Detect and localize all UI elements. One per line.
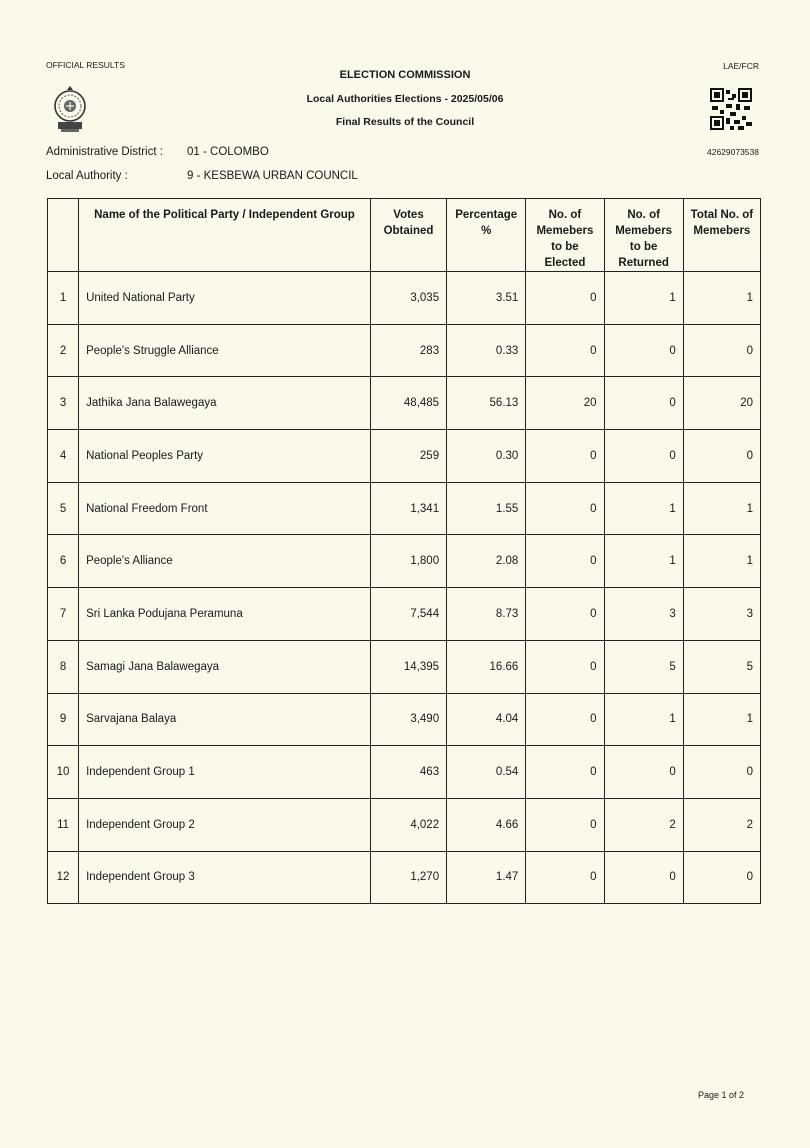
members-total: 1 [683, 482, 760, 535]
members-elected: 0 [526, 693, 604, 746]
percentage: 16.66 [447, 640, 526, 693]
votes-obtained: 3,035 [370, 272, 446, 325]
row-number: 9 [48, 693, 79, 746]
percentage: 4.04 [447, 693, 526, 746]
votes-obtained: 14,395 [370, 640, 446, 693]
votes-obtained: 7,544 [370, 588, 446, 641]
members-returned: 1 [604, 272, 683, 325]
members-total: 20 [683, 377, 760, 430]
column-header-elected: No. of Memebers to be Elected [526, 199, 604, 272]
percentage: 56.13 [447, 377, 526, 430]
percentage: 0.30 [447, 430, 526, 483]
results-table-body [48, 272, 761, 904]
official-results-label: OFFICIAL RESULTS [46, 60, 125, 70]
members-elected: 0 [526, 798, 604, 851]
percentage: 1.55 [447, 482, 526, 535]
members-returned: 0 [604, 851, 683, 904]
members-returned: 1 [604, 535, 683, 588]
document-number: 42629073538 [706, 147, 759, 157]
table-row [48, 851, 761, 904]
party-name: United National Party [79, 272, 371, 325]
party-name: People's Alliance [79, 535, 371, 588]
party-name: Jathika Jana Balawegaya [79, 377, 371, 430]
votes-obtained: 1,341 [370, 482, 446, 535]
votes-obtained: 4,022 [370, 798, 446, 851]
percentage: 2.08 [447, 535, 526, 588]
table-row [48, 482, 761, 535]
party-name: People's Struggle Alliance [79, 324, 371, 377]
district-label: Administrative District : [46, 146, 163, 158]
votes-obtained: 1,800 [370, 535, 446, 588]
row-number: 11 [48, 798, 79, 851]
members-returned: 2 [604, 798, 683, 851]
members-elected: 0 [526, 272, 604, 325]
page-number: Page 1 of 2 [697, 1090, 744, 1100]
percentage: 8.73 [447, 588, 526, 641]
members-elected: 0 [526, 746, 604, 799]
members-total: 3 [683, 588, 760, 641]
members-total: 0 [683, 851, 760, 904]
votes-obtained: 259 [370, 430, 446, 483]
members-returned: 0 [604, 324, 683, 377]
members-elected: 0 [526, 640, 604, 693]
row-number: 4 [48, 430, 79, 483]
percentage: 4.66 [447, 798, 526, 851]
members-returned: 0 [604, 746, 683, 799]
members-elected: 0 [526, 588, 604, 641]
members-elected: 0 [526, 324, 604, 377]
party-name: Independent Group 2 [79, 798, 371, 851]
members-total: 0 [683, 324, 760, 377]
members-returned: 3 [604, 588, 683, 641]
members-returned: 0 [604, 377, 683, 430]
members-total: 5 [683, 640, 760, 693]
members-returned: 1 [604, 482, 683, 535]
percentage: 0.54 [447, 746, 526, 799]
members-total: 0 [683, 430, 760, 483]
members-returned: 1 [604, 693, 683, 746]
row-number: 8 [48, 640, 79, 693]
row-number: 5 [48, 482, 79, 535]
party-name: Sarvajana Balaya [79, 693, 371, 746]
votes-obtained: 283 [370, 324, 446, 377]
table-row [48, 535, 761, 588]
members-returned: 5 [604, 640, 683, 693]
votes-obtained: 3,490 [370, 693, 446, 746]
members-elected: 0 [526, 430, 604, 483]
members-total: 0 [683, 746, 760, 799]
table-row [48, 798, 761, 851]
table-row [48, 324, 761, 377]
row-number: 10 [48, 746, 79, 799]
state-emblem-icon [52, 84, 88, 134]
members-returned: 0 [604, 430, 683, 483]
row-number: 3 [48, 377, 79, 430]
table-row [48, 640, 761, 693]
table-row [48, 377, 761, 430]
percentage: 0.33 [447, 324, 526, 377]
row-number: 2 [48, 324, 79, 377]
percentage: 1.47 [447, 851, 526, 904]
members-elected: 0 [526, 535, 604, 588]
column-header-votes: Votes Obtained [370, 199, 446, 272]
table-row [48, 588, 761, 641]
members-elected: 0 [526, 851, 604, 904]
party-name: National Peoples Party [79, 430, 371, 483]
column-header-returned: No. of Memebers to be Returned [604, 199, 683, 272]
row-number: 1 [48, 272, 79, 325]
commission-title: ELECTION COMMISSION [339, 69, 471, 81]
members-elected: 0 [526, 482, 604, 535]
column-header-total: Total No. of Memebers [683, 199, 760, 272]
members-total: 1 [683, 272, 760, 325]
members-total: 1 [683, 535, 760, 588]
table-row [48, 693, 761, 746]
party-name: National Freedom Front [79, 482, 371, 535]
table-row [48, 272, 761, 325]
election-title: Local Authorities Elections - 2025/05/06 [306, 93, 504, 105]
percentage: 3.51 [447, 272, 526, 325]
votes-obtained: 48,485 [370, 377, 446, 430]
table-row [48, 430, 761, 483]
party-name: Samagi Jana Balawegaya [79, 640, 371, 693]
row-number: 6 [48, 535, 79, 588]
authority-label: Local Authority : [46, 170, 128, 182]
table-header-row [48, 199, 761, 272]
party-name: Sri Lanka Podujana Peramuna [79, 588, 371, 641]
votes-obtained: 463 [370, 746, 446, 799]
votes-obtained: 1,270 [370, 851, 446, 904]
district-value: 01 - COLOMBO [187, 146, 269, 158]
members-total: 1 [683, 693, 760, 746]
form-code: LAE/FCR [723, 61, 759, 71]
members-elected: 20 [526, 377, 604, 430]
column-header-number [48, 199, 79, 272]
table-row [48, 746, 761, 799]
party-name: Independent Group 1 [79, 746, 371, 799]
row-number: 7 [48, 588, 79, 641]
column-header-party-name: Name of the Political Party / Independent Group [79, 199, 371, 272]
results-table [47, 198, 761, 904]
results-subtitle: Final Results of the Council [335, 116, 475, 128]
authority-value: 9 - KESBEWA URBAN COUNCIL [187, 170, 358, 182]
column-header-percentage: Percentage % [447, 199, 526, 272]
members-total: 2 [683, 798, 760, 851]
party-name: Independent Group 3 [79, 851, 371, 904]
row-number: 12 [48, 851, 79, 904]
qr-code-icon [710, 88, 752, 130]
